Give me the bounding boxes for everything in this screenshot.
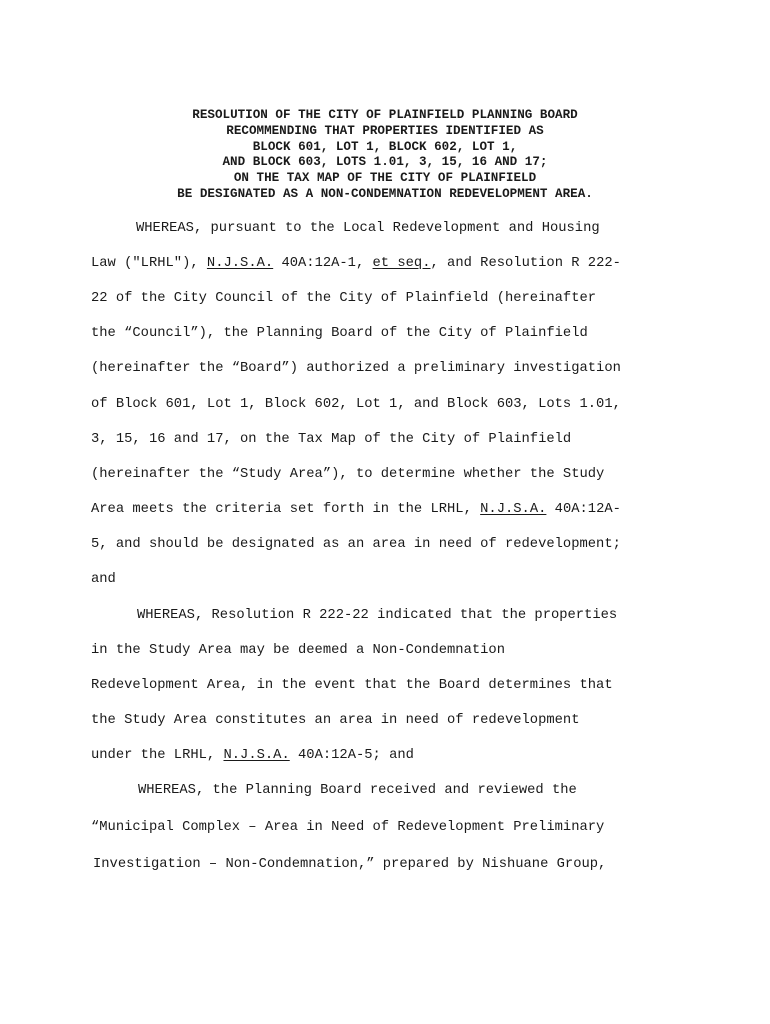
title-line: RESOLUTION OF THE CITY OF PLAINFIELD PLANNING BOARD	[192, 108, 578, 122]
text-line: WHEREAS, pursuant to the Local Redevelopment and Housing	[136, 221, 600, 236]
statute-citation: N.J.S.A.	[206, 256, 274, 271]
text-run: Law ("LRHL"),	[91, 256, 207, 271]
text-line: “Municipal Complex – Area in Need of Redevelopment Preliminary	[91, 820, 605, 835]
text-run: , and Resolution R 222-	[430, 256, 621, 271]
text-line: of Block 601, Lot 1, Block 602, Lot 1, and Block 603, Lots 1.01,	[91, 397, 621, 412]
resolution-title	[0, 108, 770, 203]
text-line: the Study Area constitutes an area in need of redevelopment	[91, 713, 580, 728]
title-line: ON THE TAX MAP OF THE CITY OF PLAINFIELD	[233, 171, 537, 186]
text-line: 5, and should be designated as an area in need of redevelopment;	[91, 537, 621, 552]
text-run: under the LRHL,	[91, 748, 224, 763]
text-line: 22 of the City Council of the City of Plainfield (hereinafter	[91, 291, 597, 306]
title-line: RECOMMENDING THAT PROPERTIES IDENTIFIED AS	[226, 123, 544, 138]
title-line: BE DESIGNATED AS A NON-CONDEMNATION REDEVELOPMENT AREA.	[177, 186, 593, 201]
title-line: AND BLOCK 603, LOTS 1.01, 3, 15, 16 AND 17;	[222, 155, 548, 170]
text-run: Area meets the criteria set forth in the LRHL,	[91, 502, 481, 517]
statute-citation: N.J.S.A.	[223, 748, 290, 763]
text-run: 40A:12A-1,	[273, 256, 373, 271]
text-line: WHEREAS, the Planning Board received and reviewed the	[138, 783, 577, 798]
text-line	[91, 747, 414, 765]
text-line: 3, 15, 16 and 17, on the Tax Map of the City of Plainfield	[91, 432, 572, 447]
text-line: the “Council”), the Planning Board of the City of Plainfield	[91, 326, 588, 341]
text-line: Redevelopment Area, in the event that the Board determines that	[91, 678, 613, 693]
text-line: and	[91, 572, 116, 587]
text-line: (hereinafter the “Study Area”), to determine whether the Study	[91, 467, 605, 482]
text-line	[91, 255, 621, 273]
text-run: 40A:12A-	[546, 502, 621, 517]
text-line	[91, 501, 621, 519]
text-line: (hereinafter the “Board”) authorized a preliminary investigation	[91, 361, 621, 376]
text-run: 40A:12A-5; and	[289, 748, 414, 763]
text-line: Investigation – Non-Condemnation,” prepared by Nishuane Group,	[93, 857, 607, 872]
text-line: in the Study Area may be deemed a Non-Condemnation	[91, 643, 505, 658]
title-line: BLOCK 601, LOT 1, BLOCK 602, LOT 1,	[252, 139, 518, 154]
et-seq-text: et seq.	[372, 256, 431, 271]
statute-citation: N.J.S.A.	[480, 502, 547, 517]
text-line: WHEREAS, Resolution R 222-22 indicated that the properties	[137, 608, 618, 623]
